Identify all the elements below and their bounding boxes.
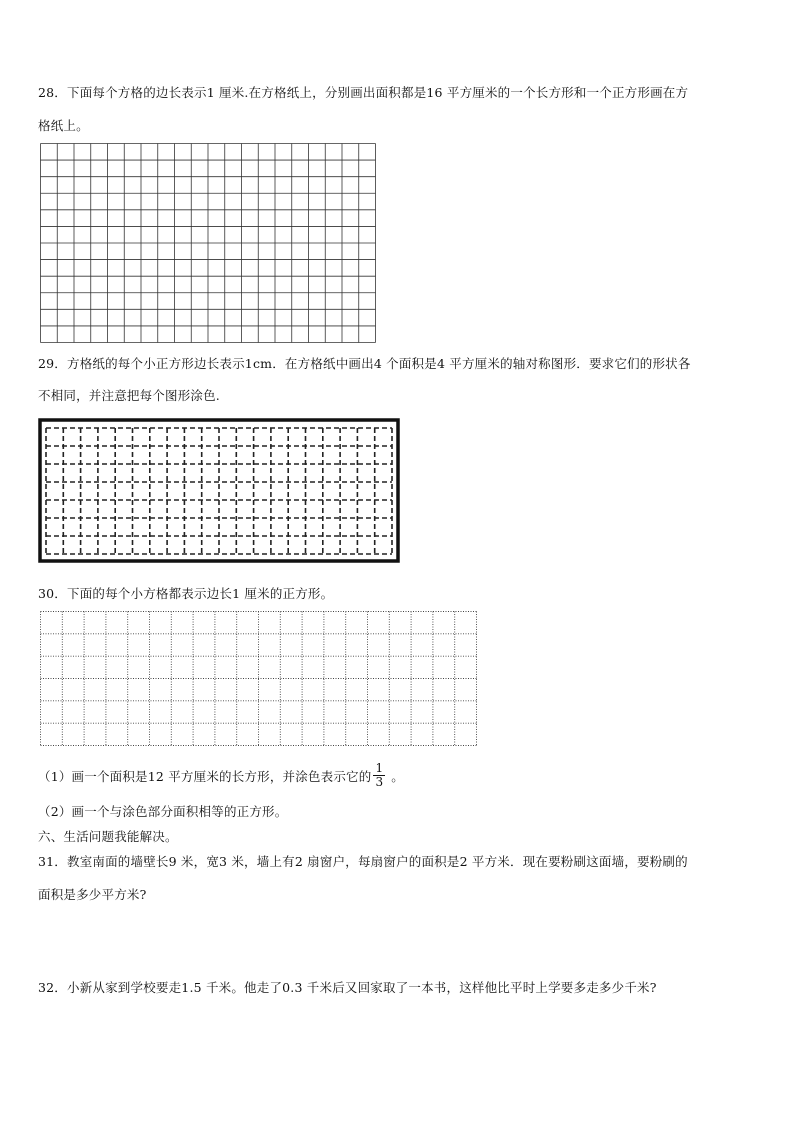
q30-part1-text: （1）画一个面积是12 平方厘米的长方形，并涂色表示它的 xyxy=(38,769,372,784)
section6-title: 六、生活问题我能解决。 xyxy=(38,829,178,844)
q31-line2: 面积是多少平方米? xyxy=(38,887,147,902)
q30-grid[interactable] xyxy=(40,611,477,746)
q30-part1 xyxy=(38,761,404,791)
q29-line1: 29．方格纸的每个小正方形边长表示1cm．在方格纸中画出4 个面积是4 平方厘米的轴对称图形．要求它们的形状各 xyxy=(38,356,691,371)
q28-line1: 28．下面每个方格的边长表示1 厘米.在方格纸上，分别画出面积都是16 平方厘米的一个长方形和一个正方形画在方 xyxy=(38,85,689,100)
q28-grid[interactable] xyxy=(40,143,376,343)
q30-part1-end: 。 xyxy=(391,769,404,784)
q31-line1: 31．教室南面的墙壁长9 米，宽3 米，墙上有2 扇窗户，每扇窗户的面积是2 平方米．现在要粉刷这面墙，要粉刷的 xyxy=(38,854,688,869)
q32-line1: 32．小新从家到学校要走1.5 千米。他走了0.3 千米后又回家取了一本书，这样他比平时上学要多走多少千米? xyxy=(38,980,657,995)
q30-title: 30．下面的每个小方格都表示边长1 厘米的正方形。 xyxy=(38,586,334,601)
q30-part2: （2）画一个与涂色部分面积相等的正方形。 xyxy=(38,804,288,819)
fraction-one-third xyxy=(373,762,385,789)
fraction-denominator: 3 xyxy=(375,775,384,789)
q28-line2: 格纸上。 xyxy=(38,118,89,133)
fraction-numerator: 1 xyxy=(375,761,384,775)
q29-grid[interactable] xyxy=(38,418,400,563)
q29-line2: 不相同，并注意把每个图形涂色. xyxy=(38,388,220,403)
